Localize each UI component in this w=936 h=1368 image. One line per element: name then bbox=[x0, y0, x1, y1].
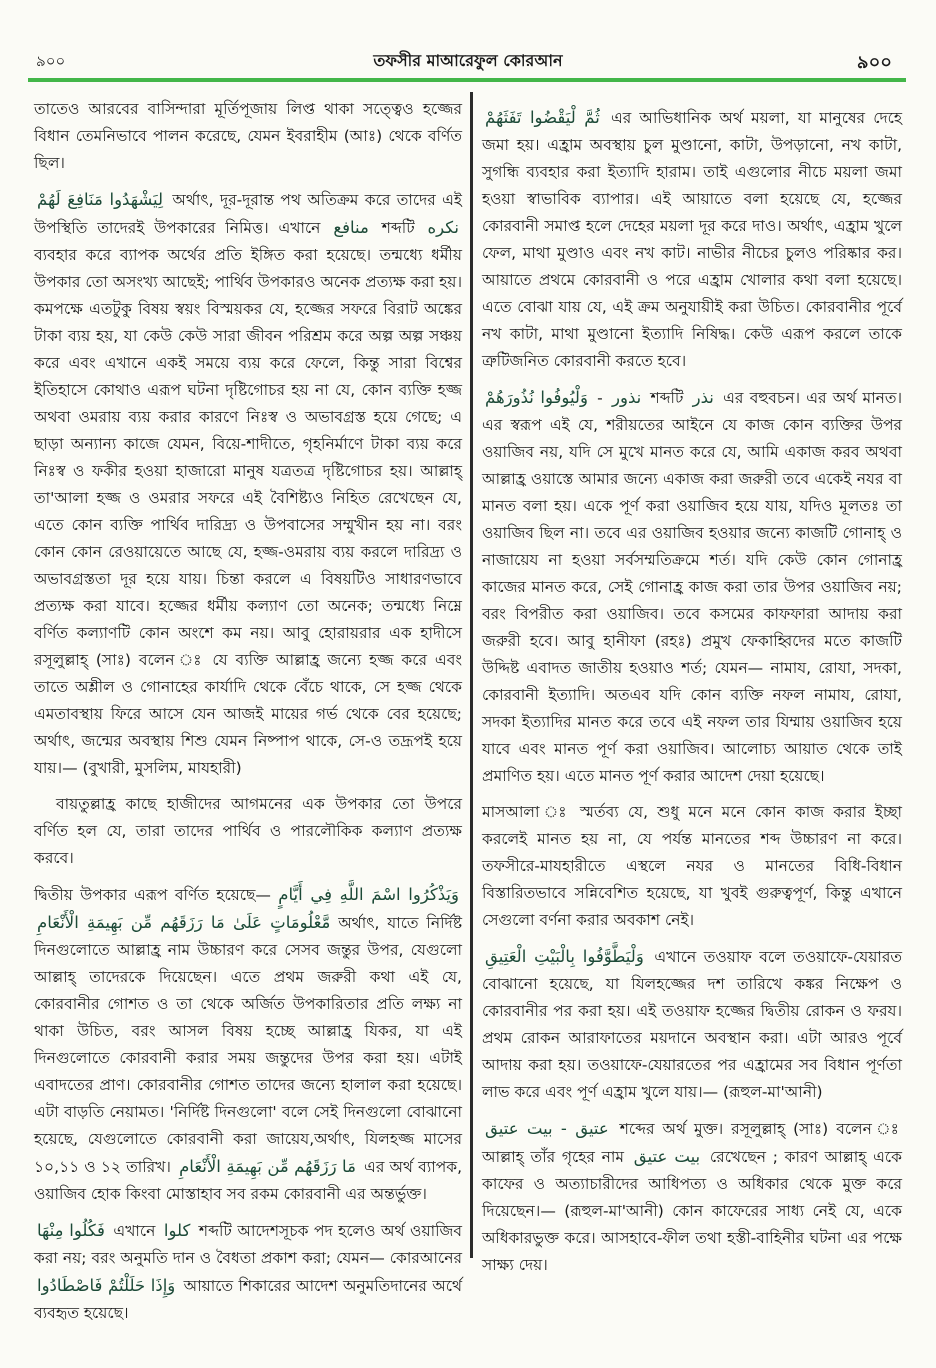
arabic-verse: مَا رَزَقَهُم مِّن بَهِيمَةِ الْأَنْعَامِ bbox=[179, 1157, 356, 1176]
right-column bbox=[482, 104, 903, 1274]
paragraph bbox=[482, 384, 902, 790]
text-run: রেখেছেন ; কারণ আল্লাহ্ একে কাফের ও অত্যাচারীদের আধিপত্য ও অধিকার থেকে মুক্ত করে দিয়েছেন।— (রূহুল-মা'আনী) কোন কাফেরের সাধ্য নেই যে, একে অধিকারভুক্ত করে। আসহাবে-ফীল তথা হস্তী-বাহিনীর ঘটনা এর পক্ষে সাক্ষ্য দেয়। bbox=[482, 1148, 902, 1274]
paragraph bbox=[482, 943, 902, 1106]
arabic-verse: وَإِذَا حَلَلْتُمْ فَاصْطَادُوا bbox=[37, 1276, 176, 1295]
arabic-word: كلوا bbox=[163, 1221, 191, 1240]
page-number-left: ৯০০ bbox=[36, 52, 66, 70]
page-number-right: ৯০০ bbox=[856, 52, 892, 73]
text-run: শব্দটি bbox=[650, 389, 684, 407]
arabic-verse: وَيَذْكُرُوا اسْمَ اللَّهِ فِي أَيَّامٍ مَّعْلُومَاتٍ عَلَىٰ مَا رَزَقَهُم مِّن بَهِيمَةِ الْأَنْعَامِ bbox=[37, 885, 459, 932]
paragraph: মাসআলা ঃ স্মর্তব্য যে, শুধু মনে মনে কোন কাজ করার ইচ্ছা করলেই মানত হয় না, যে পর্যন্ত মানতের শব্দ উচ্চারণ না করে। তফসীরে-মাযহারীতে এস্থলে নযর ও মানতের বিধি-বিধান বিস্তারিতভাবে সন্নিবেশিত হয়েছে, যা খুবই গুরুত্বপূর্ণ, কিন্তু এখানে সেগুলো বর্ণনা করার অবকাশ নেই। bbox=[482, 803, 902, 929]
arabic-word: بيت عتيق bbox=[633, 1147, 701, 1166]
text-run: অর্থাৎ, দূর-দূরান্ত পথ অতিক্রম করে তাদের এই উপস্থিতি তাদেরই উপকারের নিমিত্ত। এখানে bbox=[34, 191, 462, 237]
text-run: ব্যবহার করে ব্যাপক অর্থের প্রতি ইঙ্গিত করা হয়েছে। তন্মধ্যে ধর্মীয় উপকার তো অসংখ্য আছেই; পার্থিব উপকারও অনেক প্রত্যক্ষ করা হয়। কমপক্ষে এতটুকু বিষয় স্বয়ং বিস্ময়কর যে, হজ্জের সফরে বিরাট অঙ্কের টাকা ব্যয় হয়, যা কেউ কেউ সারা জীবন পরিশ্রম করে অল্প অল্প সঞ্চয় করে এবং এখানে একই সময়ে ব্যয় করে ফেলে, কিন্তু সারা বিশ্বের ইতিহাসে কোথাও এরূপ ঘটনা দৃষ্টিগোচর হয় না যে, কোন ব্যক্তি হজ্জ অথবা ওমরায় ব্যয় করার কারণে নিঃস্ব ও অভাবগ্রস্ত হয়ে গেছে; এ ছাড়া অন্যান্য কাজে যেমন, বিয়ে-শাদীতে, গৃহনির্মাণে টাকা ব্যয় করে নিঃস্ব ও ফকীর হওয়া হাজারো মানুষ যত্রতত্র দৃষ্টিগোচর হয়। আল্লাহ্ তা'আলা হজ্জ ও ওমরার সফরে এই বৈশিষ্ট্যও নিহিত রেখেছেন যে, এতে কোন ব্যক্তি পার্থিব দারিদ্র্য ও উপবাসের সম্মুখীন হয় না। বরং কোন কোন রেওয়ায়েতে আছে যে, হজ্জ-ওমরায় ব্যয় করলে দারিদ্র্য ও অভাবগ্রস্ততা দূর হয়ে যায়। চিন্তা করলে এ বিষয়টিও সাধারণভাবে প্রত্যক্ষ করা যাবে। হজ্জের ধর্মীয় কল্যাণ তো অনেক; তন্মধ্যে নিম্নে বর্ণিত কল্যাণটি কোন অংশে কম নয়। আবু হোরায়রার এক হাদীসে রসূলুল্লাহ্ (সাঃ) বলেন ঃ যে ব্যক্তি আল্লাহ্র জন্যে হজ্জ করে এবং তাতে অশ্লীল ও গোনাহের কার্যাদি থেকে বেঁচে থাকে, সে হজ্জ থেকে এমতাবস্থায় ফিরে আসে যেন আজই মায়ের গর্ভ থেকে বের হয়েছে; অর্থাৎ, জন্মের অবস্থায় শিশু যেমন নিষ্পাপ থাকে, সে-ও তদ্রূপই হয়ে যায়।— (বুখারী, মুসলিম, মাযহারী) bbox=[34, 246, 462, 777]
text-run: শব্দটি আদেশসূচক পদ হলেও অর্থ ওয়াজিব করা নয়; বরং অনুমতি দান ও বৈধতা প্রকাশ করা; যেমন— কোরআনের bbox=[34, 1222, 463, 1267]
text-run: এর বহুবচন। এর অর্থ মানত। এর স্বরূপ এই যে, শরীয়তের আইনে যে কাজ কোন ব্যক্তির উপর ওয়াজিব নয়, যদি সে মুখে মানত করে যে, আমি একাজ করব অথবা আল্লাহ্র ওয়াস্তে আমার জন্যে একাজ করা জরুরী তবে একেই নযর বা মানত বলা হয়। একে পূর্ণ করা ওয়াজিব হয়ে যায়, যদিও মূলতঃ তা ওয়াজিব ছিল না। তবে এর ওয়াজিব হওয়ার জন্যে কাজটি গোনাহ্ ও নাজায়েয না হওয়া সর্বসম্মতিক্রমে শর্ত। যদি কেউ কোন গোনাহ্র কাজের মানত করে, সেই গোনাহ্র কাজ করা তার উপর ওয়াজিব নয়; বরং বিপরীত করা ওয়াজিব। তবে কসমের কাফফারা আদায় করা জরুরী হবে। আবু হানীফা (রহঃ) প্রমুখ ফেকাহ্বিদের মতে কাজটি উদ্দিষ্ট এবাদত জাতীয় হওয়াও শর্ত; যেমন— নামায, রোযা, সদকা, কোরবানী ইত্যাদি। অতএব যদি কোন ব্যক্তি নফল নামায, রোযা, সদকা ইত্যাদির মানত করে তবে এই নফল তার যিম্মায় ওয়াজিব হয়ে যাবে এবং মানত পূর্ণ করা ওয়াজিব। আলোচ্য আয়াত থেকে তাই প্রমাণিত হয়। এতে মানত পূর্ণ করার আদেশ দেয়া হয়েছে। bbox=[482, 389, 903, 785]
running-title: তফসীর মাআরেফুল কোরআন bbox=[373, 51, 563, 70]
text-run: অর্থাৎ, যাতে নির্দিষ্ট দিনগুলোতে আল্লাহ্র নাম উচ্চারণ করে সেসব জন্তুর উপর, যেগুলো আল্লাহ্ তাদেরকে দিয়েছেন। এতে প্রথম জরুরী কথা এই যে, কোরবানীর গোশত ও তা থেকে অর্জিত উপকারিতার প্রতি লক্ষ্য না থাকা উচিত, বরং আসল বিষয় হচ্ছে আল্লাহ্র যিকর, যা এই দিনগুলোতে কোরবানী করার সময় জন্তুদের উপর করা হয়। এটাই এবাদতের প্রাণ। কোরবানীর গোশত তাদের জন্যে হালাল করা হয়েছে। এটা বাড়তি নেয়ামত। 'নির্দিষ্ট দিনগুলো' বলে সেই দিনগুলো বোঝানো হয়েছে, যেগুলোতে কোরবানী করা জায়েয,অর্থাৎ, যিলহজ্জ মাসের ১০,১১ ও ১২ তারিখ। bbox=[34, 914, 462, 1176]
arabic-word: منافع bbox=[333, 218, 369, 237]
paragraph bbox=[34, 1217, 462, 1327]
text-run: এর আভিধানিক অর্থ ময়লা, যা মানুষের দেহে জমা হয়। এহ্রাম অবস্থায় চুল মুণ্ডানো, কাটা, উপড়ানো, নখ কাটা, সুগন্ধি ব্যবহার করা ইত্যাদি হারাম। তাই এগুলোর নীচে ময়লা জমা হওয়া স্বাভাবিক ব্যাপার। এই আয়াতে বলা হয়েছে যে, হজ্জের কোরবানী সমাপ্ত হলে দেহের ময়লা দূর করে দাও। অর্থাৎ, এহ্রাম খুলে ফেল, মাথা মুণ্ডাও এবং নখ কাট। নাভীর নীচের চুলও পরিষ্কার কর। আয়াতে প্রথমে কোরবানী ও পরে এহ্রাম খোলার কথা বলা হয়েছে। এতে বোঝা যায় যে, এই ক্রম অনুযায়ীই করা উচিত। কোরবানীর পূর্বে নখ কাটা, মাথা মুণ্ডানো ইত্যাদি নিষিদ্ধ। কেউ এরূপ করলে তাকে ত্রুটিজনিত কোরবানী করতে হবে। bbox=[482, 109, 902, 370]
paragraph bbox=[482, 104, 902, 375]
text-run: শব্দটি bbox=[381, 219, 415, 237]
paragraph: বায়তুল্লাহ্র কাছে হাজীদের আগমনের এক উপকার তো উপরে বর্ণিত হল যে, তারা তাদের পার্থিব ও পারলৌকিক কল্যাণ প্রত্যক্ষ করবে। bbox=[34, 795, 462, 867]
left-column bbox=[34, 96, 463, 1322]
arabic-word: عتيق - بيت عتيق bbox=[485, 1119, 609, 1138]
column-divider bbox=[470, 92, 473, 1258]
arabic-verse: وَلْيُوفُوا نُذُورَهُمْ bbox=[485, 388, 588, 407]
text-run: এর অর্থ ব্যাপক, ওয়াজিব হোক কিংবা মোস্তাহাব সব রকম কোরবানী এর অন্তর্ভুক্ত। bbox=[34, 1158, 462, 1203]
paragraph bbox=[482, 1115, 902, 1279]
arabic-verse: فَكُلُوا مِنْهَا bbox=[37, 1221, 105, 1240]
arabic-word: نذر bbox=[692, 388, 714, 407]
text-run: দ্বিতীয় উপকার এরূপ বর্ণিত হয়েছে— bbox=[34, 886, 271, 904]
arabic-word: نكره bbox=[427, 218, 459, 237]
header-rule bbox=[28, 78, 906, 82]
paragraph: তাতেও আরবের বাসিন্দারা মূর্তিপূজায় লিপ্ত থাকা সত্ত্বেও হজ্জের বিধান তেমনিভাবে পালন করেছে, যেমন ইবরাহীম (আঃ) থেকে বর্ণিত ছিল। bbox=[34, 100, 462, 172]
paragraph bbox=[34, 186, 462, 782]
text-run: আয়াতে শিকারের আদেশ অনুমতিদানের অর্থে ব্যবহৃত হয়েছে। bbox=[34, 1277, 462, 1322]
paragraph bbox=[34, 881, 462, 1208]
arabic-verse: لِيَشْهَدُوا مَنَافِعَ لَهُمْ bbox=[37, 190, 164, 209]
text-run: - bbox=[597, 389, 603, 407]
text-run: শব্দের অর্থ মুক্ত। রসূলুল্লাহ্ (সাঃ) বলেন ঃ আল্লাহ্ তাঁর গৃহের নাম bbox=[482, 1120, 902, 1166]
arabic-verse: ثُمَّ لْيَقْضُوا تَفَثَهُمْ bbox=[485, 108, 600, 127]
arabic-word: نذور bbox=[612, 388, 642, 407]
text-run: এখানে bbox=[113, 1222, 156, 1240]
text-run: এখানে তওয়াফ বলে তওয়াফে-যেয়ারত বোঝানো হয়েছে, যা যিলহজ্জের দশ তারিখে কঙ্কর নিক্ষেপ ও কোরবানীর পর করা হয়। এই তওয়াফ হজ্জের দ্বিতীয় রোকন ও ফরয। প্রথম রোকন আরাফাতের ময়দানে অবস্থান করা। এটা আরও পূর্বে আদায় করা হয়। তওয়াফে-যেয়ারতের পর এহ্রামের সব বিধান পূর্ণতা লাভ করে এবং পূর্ণ এহ্রাম খুলে যায়।— (রূহুল-মা'আনী) bbox=[482, 948, 902, 1101]
arabic-verse: وَلْيَطَّوَّفُوا بِالْبَيْتِ الْعَتِيقِ bbox=[485, 947, 644, 966]
